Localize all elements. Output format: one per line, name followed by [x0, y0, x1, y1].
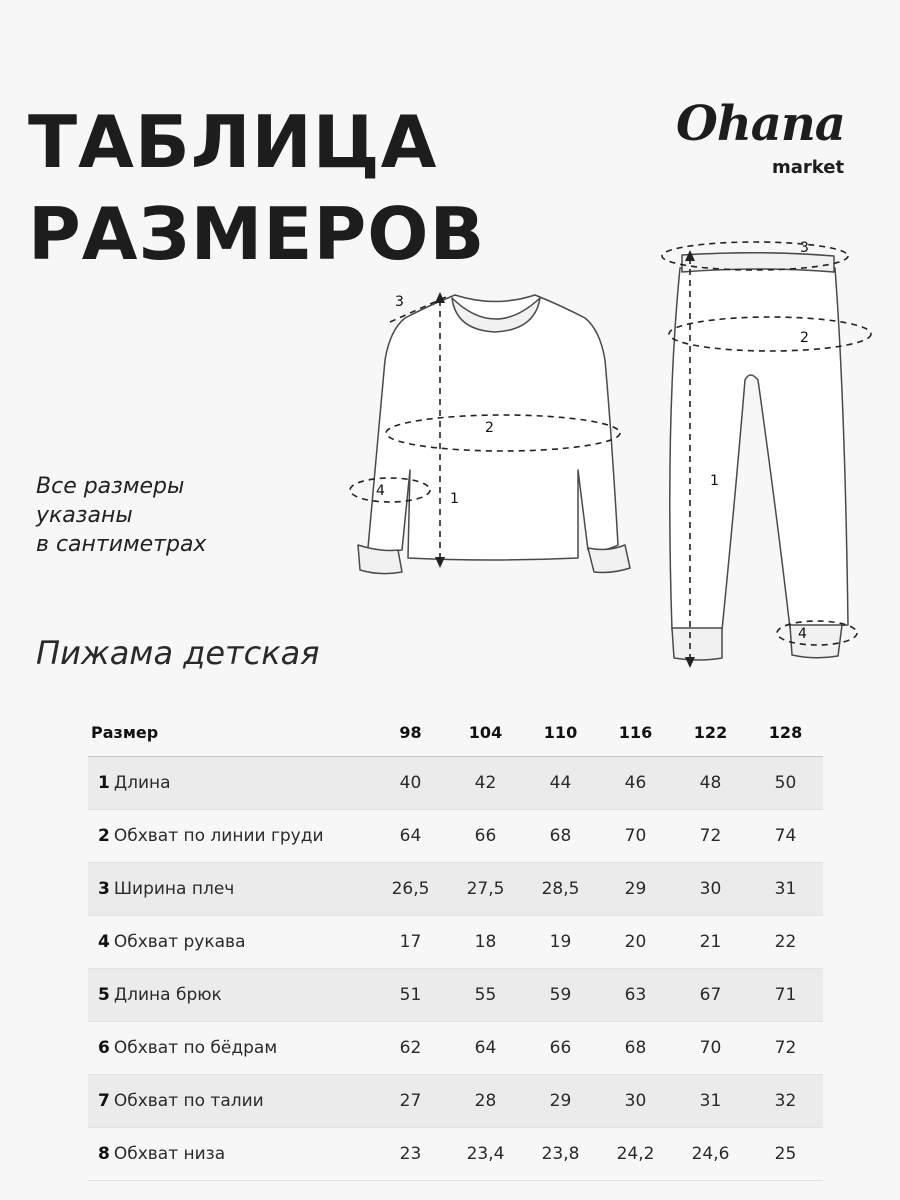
table-cell: 55 — [448, 969, 523, 1022]
header-size: 122 — [673, 708, 748, 757]
pants-waistband — [682, 253, 834, 272]
table-cell: 25 — [748, 1128, 823, 1181]
pants-label-3: 3 — [800, 240, 809, 256]
table-cell: 59 — [523, 969, 598, 1022]
table-cell: 24,6 — [673, 1128, 748, 1181]
row-label — [88, 969, 373, 1022]
table-cell: 74 — [748, 810, 823, 863]
table-cell: 44 — [523, 757, 598, 810]
size-table-body — [88, 757, 823, 1181]
table-cell: 19 — [523, 916, 598, 969]
table-row — [88, 863, 823, 916]
row-number: 4 — [98, 932, 110, 952]
table-cell: 67 — [673, 969, 748, 1022]
size-table — [88, 708, 823, 1181]
table-row — [88, 810, 823, 863]
product-name: Пижама детская — [36, 634, 320, 672]
title-line-2: РАЗМЕРОВ — [28, 192, 486, 276]
size-table-header — [88, 708, 823, 757]
row-number: 6 — [98, 1038, 110, 1058]
row-name: Обхват рукава — [113, 932, 246, 952]
shirt-label-2: 2 — [485, 420, 494, 436]
row-name: Ширина плеч — [113, 879, 235, 899]
row-number: 1 — [98, 773, 110, 793]
table-cell: 71 — [748, 969, 823, 1022]
table-cell: 23,4 — [448, 1128, 523, 1181]
table-cell: 48 — [673, 757, 748, 810]
table-cell: 72 — [673, 810, 748, 863]
table-cell: 63 — [598, 969, 673, 1022]
table-cell: 46 — [598, 757, 673, 810]
row-name: Обхват низа — [113, 1144, 226, 1164]
table-cell: 24,2 — [598, 1128, 673, 1181]
header-size: 110 — [523, 708, 598, 757]
row-name: Обхват по линии груди — [113, 826, 324, 846]
units-note-line: в сантиметрах — [36, 532, 207, 557]
table-cell: 18 — [448, 916, 523, 969]
row-number: 5 — [98, 985, 110, 1005]
table-cell: 31 — [673, 1075, 748, 1128]
row-number: 8 — [98, 1144, 110, 1164]
shirt-label-1: 1 — [450, 491, 459, 507]
pants-label-4: 4 — [798, 626, 807, 642]
table-cell: 72 — [748, 1022, 823, 1075]
table-cell: 29 — [598, 863, 673, 916]
title-line-1: ТАБЛИЦА — [28, 100, 438, 184]
header-size-label: Размер — [88, 708, 373, 757]
row-number: 7 — [98, 1091, 110, 1111]
row-number: 3 — [98, 879, 110, 899]
pants-body — [670, 268, 848, 630]
table-cell: 28 — [448, 1075, 523, 1128]
table-cell: 32 — [748, 1075, 823, 1128]
table-row — [88, 969, 823, 1022]
row-name: Длина — [113, 773, 171, 793]
table-cell: 70 — [598, 810, 673, 863]
row-label — [88, 757, 373, 810]
table-cell: 51 — [373, 969, 448, 1022]
table-cell: 23 — [373, 1128, 448, 1181]
row-label — [88, 1022, 373, 1075]
row-name: Длина брюк — [113, 985, 222, 1005]
table-cell: 68 — [598, 1022, 673, 1075]
shirt-illustration — [358, 295, 630, 574]
units-note-line: указаны — [36, 503, 133, 528]
table-cell: 66 — [523, 1022, 598, 1075]
header-size: 104 — [448, 708, 523, 757]
table-cell: 62 — [373, 1022, 448, 1075]
table-cell: 20 — [598, 916, 673, 969]
shirt-label-3: 3 — [395, 294, 404, 310]
header-size: 98 — [373, 708, 448, 757]
pants-left-cuff — [672, 628, 722, 660]
table-cell: 22 — [748, 916, 823, 969]
table-row — [88, 757, 823, 810]
table-cell: 27 — [373, 1075, 448, 1128]
table-cell: 64 — [448, 1022, 523, 1075]
table-cell: 27,5 — [448, 863, 523, 916]
table-cell: 68 — [523, 810, 598, 863]
shirt-label-4: 4 — [376, 483, 385, 499]
row-name: Обхват по бёдрам — [113, 1038, 278, 1058]
pants-label-2: 2 — [800, 330, 809, 346]
table-cell: 29 — [523, 1075, 598, 1128]
logo-wordmark: Ohana — [676, 96, 845, 152]
table-cell: 42 — [448, 757, 523, 810]
pants-label-1: 1 — [710, 473, 719, 489]
table-cell: 26,5 — [373, 863, 448, 916]
row-label — [88, 810, 373, 863]
table-cell: 17 — [373, 916, 448, 969]
table-cell: 40 — [373, 757, 448, 810]
table-cell: 64 — [373, 810, 448, 863]
table-cell: 30 — [673, 863, 748, 916]
row-label — [88, 863, 373, 916]
table-row — [88, 1128, 823, 1181]
pants-illustration — [670, 253, 848, 660]
table-cell: 23,8 — [523, 1128, 598, 1181]
row-name: Обхват по талии — [113, 1091, 264, 1111]
table-cell: 30 — [598, 1075, 673, 1128]
row-label — [88, 1075, 373, 1128]
table-cell: 31 — [748, 863, 823, 916]
table-cell: 66 — [448, 810, 523, 863]
table-cell: 70 — [673, 1022, 748, 1075]
table-row — [88, 1075, 823, 1128]
shirt-right-cuff — [588, 545, 630, 573]
row-label — [88, 916, 373, 969]
row-number: 2 — [98, 826, 110, 846]
table-row — [88, 1022, 823, 1075]
row-label — [88, 1128, 373, 1181]
logo-subtitle: market — [772, 157, 845, 178]
table-cell: 28,5 — [523, 863, 598, 916]
header-size: 128 — [748, 708, 823, 757]
table-cell: 21 — [673, 916, 748, 969]
table-cell: 50 — [748, 757, 823, 810]
units-note-line: Все размеры — [36, 474, 185, 499]
table-row — [88, 916, 823, 969]
header-size: 116 — [598, 708, 673, 757]
